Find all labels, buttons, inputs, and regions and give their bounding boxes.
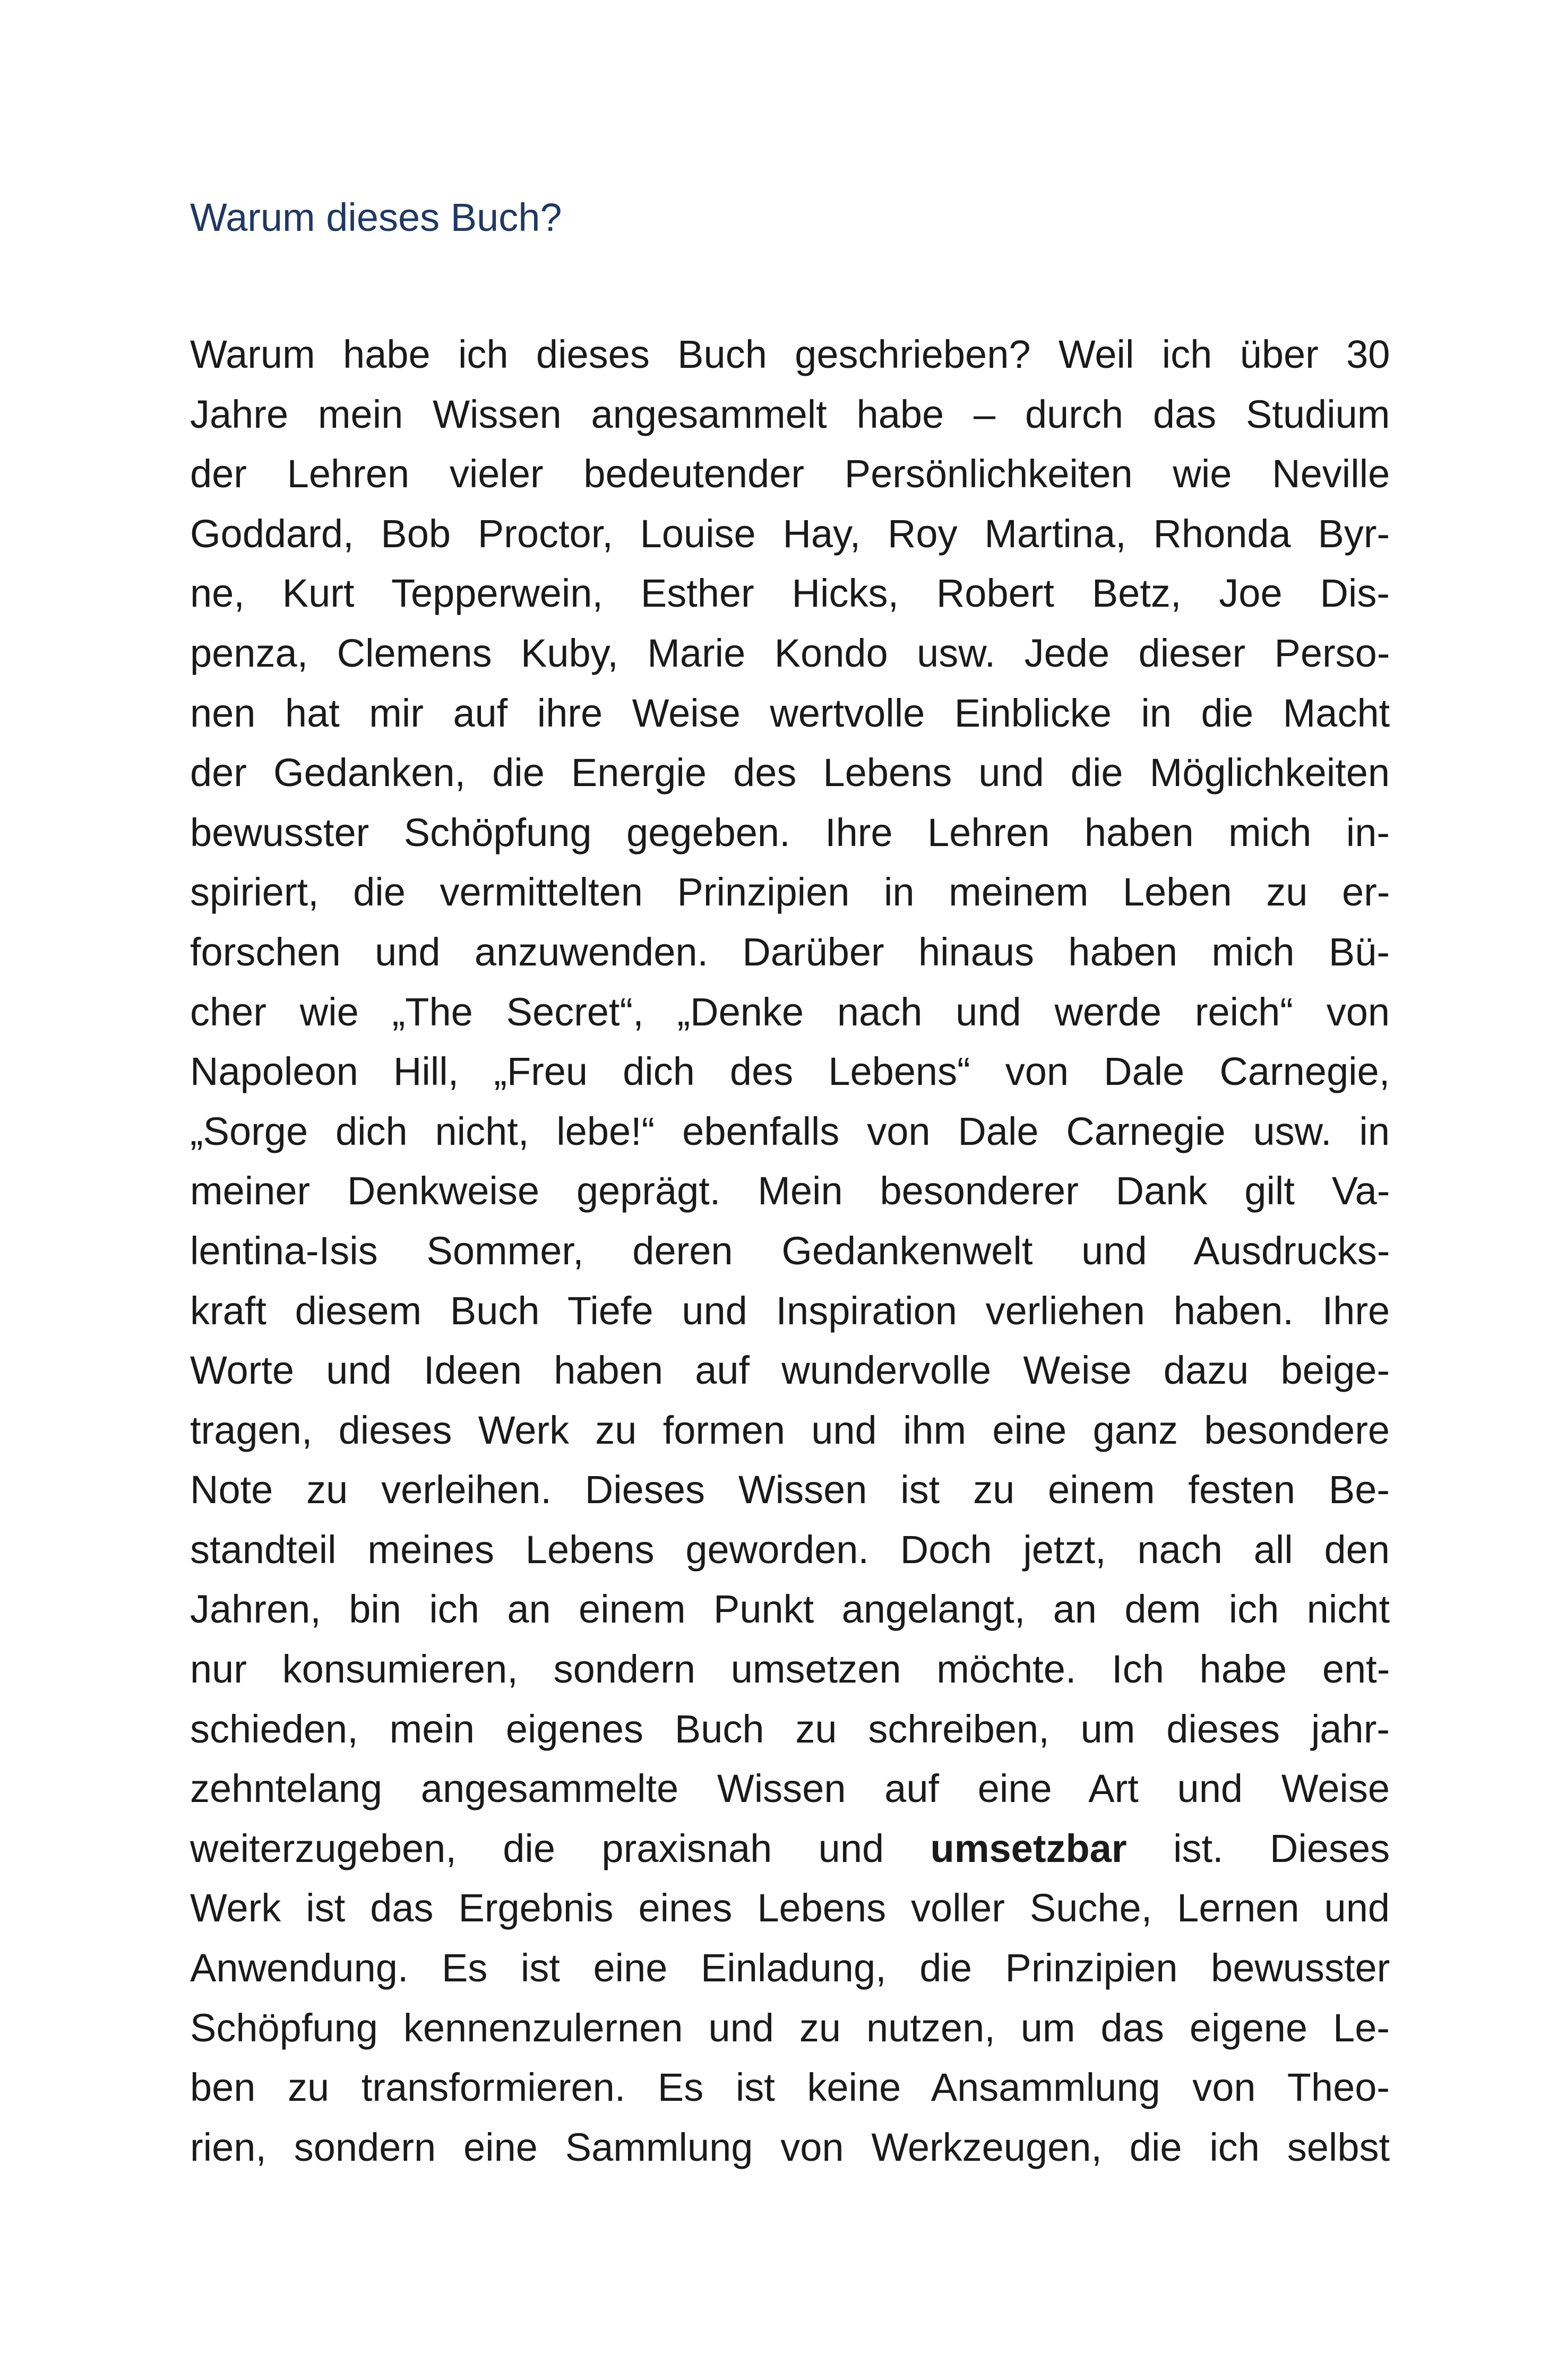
text-line: Werk ist das Ergebnis eines Lebens voller Suche, Lernen und: [190, 1886, 1390, 1930]
text-line: Jahren, bin ich an einem Punkt angelangt, an dem ich nicht: [190, 1587, 1390, 1632]
text-line: „Sorge dich nicht, lebe!“ ebenfalls von Dale Carnegie usw. in: [190, 1109, 1390, 1153]
text-line: lentina-Isis Sommer, deren Gedankenwelt und Ausdrucks-: [190, 1228, 1390, 1273]
text-line: Goddard, Bob Proctor, Louise Hay, Roy Martina, Rhonda Byr-: [190, 511, 1390, 556]
text-segment: ist. Dieses: [1126, 1826, 1390, 1870]
text-line: Jahre mein Wissen angesammelt habe – durch das Studium: [190, 392, 1390, 436]
text-line: spiriert, die vermittelten Prinzipien in meinem Leben zu er-: [190, 870, 1390, 915]
text-line: cher wie „The Secret“, „Denke nach und werde reich“ von: [190, 989, 1390, 1034]
text-line: meiner Denkweise geprägt. Mein besonderer Dank gilt Va-: [190, 1169, 1390, 1213]
chapter-heading: Warum dieses Buch?: [190, 195, 562, 239]
text-line: Worte und Ideen haben auf wundervolle Weise dazu beige-: [190, 1348, 1390, 1393]
text-line: Napoleon Hill, „Freu dich des Lebens“ von Dale Carnegie,: [190, 1049, 1390, 1094]
text-line: der Lehren vieler bedeutender Persönlichkeiten wie Neville: [190, 452, 1390, 496]
text-line: Schöpfung kennenzulernen und zu nutzen, um das eigene Le-: [190, 2005, 1390, 2050]
text-line: kraft diesem Buch Tiefe und Inspiration verliehen haben. Ihre: [190, 1288, 1390, 1333]
text-line: nur konsumieren, sondern umsetzen möchte. Ich habe ent-: [190, 1647, 1390, 1692]
text-line: zehntelang angesammelte Wissen auf eine Art und Weise: [190, 1766, 1390, 1811]
text-segment: weiterzugeben, die praxisnah und: [190, 1826, 931, 1870]
text-line: der Gedanken, die Energie des Lebens und die Möglichkeiten: [190, 751, 1390, 795]
text-line: bewusster Schöpfung gegeben. Ihre Lehren haben mich in-: [190, 810, 1390, 855]
text-line: schieden, mein eigenes Buch zu schreiben, um dieses jahr-: [190, 1706, 1390, 1751]
text-line: rien, sondern eine Sammlung von Werkzeugen, die ich selbst: [190, 2125, 1390, 2169]
text-line-with-emphasis: [190, 1819, 1390, 1879]
text-line: Note zu verleihen. Dieses Wissen ist zu einem festen Be-: [190, 1468, 1390, 1512]
text-line: penza, Clemens Kuby, Marie Kondo usw. Jede dieser Perso-: [190, 631, 1390, 675]
text-line: ben zu transformieren. Es ist keine Ansammlung von Theo-: [190, 2065, 1390, 2110]
text-line: forschen und anzuwenden. Darüber hinaus haben mich Bü-: [190, 929, 1390, 974]
text-line: tragen, dieses Werk zu formen und ihm eine ganz besondere: [190, 1408, 1390, 1452]
text-line: nen hat mir auf ihre Weise wertvolle Einblicke in die Macht: [190, 691, 1390, 735]
text-line: standteil meines Lebens geworden. Doch jetzt, nach all den: [190, 1527, 1390, 1572]
text-line: Warum habe ich dieses Buch geschrieben? Weil ich über 30: [190, 332, 1390, 376]
body-paragraph: [190, 325, 1390, 2177]
emphasis-bold: umsetzbar: [930, 1826, 1127, 1870]
text-line: ne, Kurt Tepperwein, Esther Hicks, Robert Betz, Joe Dis-: [190, 571, 1390, 616]
text-line: Anwendung. Es ist eine Einladung, die Prinzipien bewusster: [190, 1946, 1390, 1990]
